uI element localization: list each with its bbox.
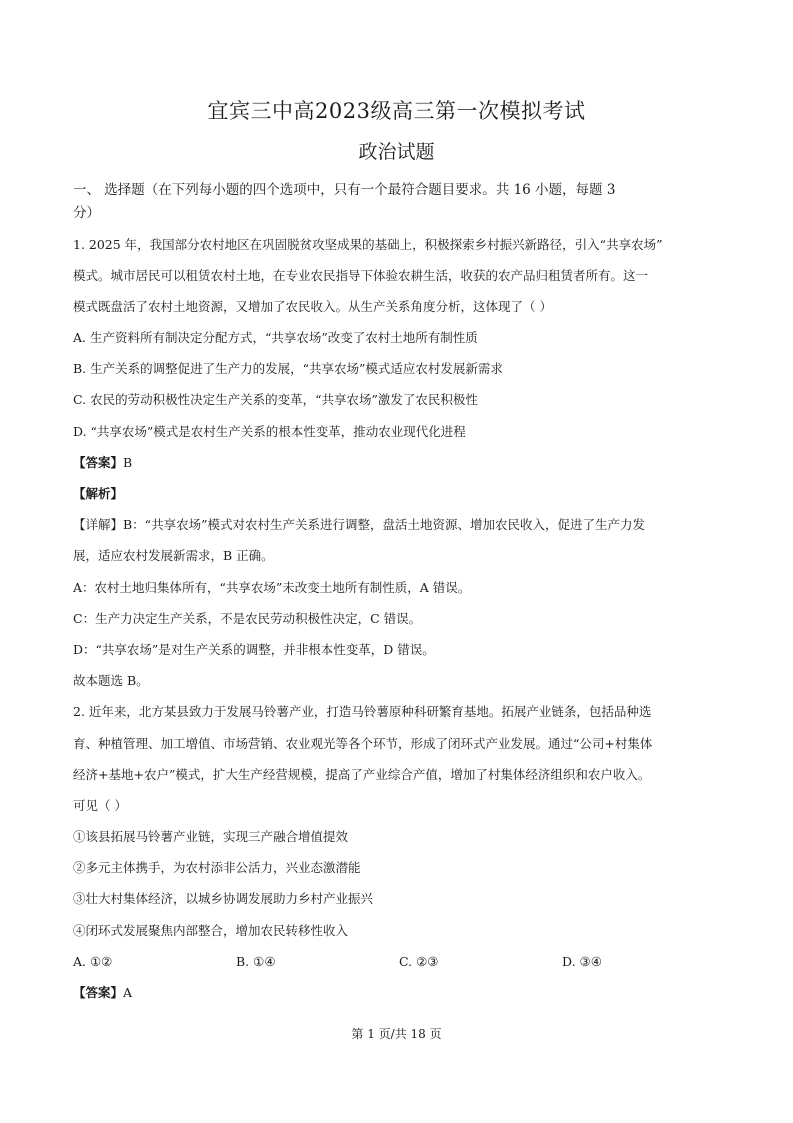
section-heading-line-2: 分） xyxy=(73,205,100,221)
analysis-label: 【解析】 xyxy=(73,486,124,501)
question-1 xyxy=(73,235,729,703)
question-2 xyxy=(73,702,729,1014)
q2-options xyxy=(73,952,729,983)
q2-stem-line: 经济+基地+农户”模式，扩大生产经营规模，提高了产业综合产值，增加了村集体经济组织和农户收入。 xyxy=(73,766,651,782)
section-heading-line-1: 一、 选择题（在下列每小题的四个选项中，只有一个最符合题目要求。共 16 小题，每题 3 xyxy=(73,182,616,198)
q2-answer xyxy=(73,983,729,1014)
q1-stem-line: 1. 2025 年，我国部分农村地区在巩固脱贫攻坚成果的基础上，积极探索乡村振兴新路径，引入“共享农场” xyxy=(73,236,663,252)
answer-label: 【答案】 xyxy=(73,454,124,470)
q1-option-b: B. 生产关系的调整促进了生产力的发展，“共享农场”模式适应农村发展新需求 xyxy=(73,361,503,377)
q2-statement-3: ③壮大村集体经济，以城乡协调发展助力乡村产业振兴 xyxy=(73,891,374,907)
q1-analysis-label xyxy=(73,484,729,515)
q2-stem-line: 可见（ ） xyxy=(73,797,127,813)
q2-statement-2: ②多元主体携手，为农村添非公活力，兴业态激潜能 xyxy=(73,860,361,876)
q1-analysis-line: 展，适应农村发展新需求，B 正确。 xyxy=(73,548,274,564)
q1-option-c: C. 农民的劳动积极性决定生产关系的变革，“共享农场”激发了农民积极性 xyxy=(73,392,478,408)
q2-option-c: C. ②③ xyxy=(399,953,439,969)
answer-label: 【答案】 xyxy=(73,985,124,1000)
q1-stem-line: 模式。城市居民可以租赁农村土地，在专业农民指导下体验农耕生活，收获的农产品归租赁者所有。这一 xyxy=(73,267,649,283)
q2-option-d: D. ③④ xyxy=(562,953,602,969)
q1-analysis-line: 【详解】B：“共享农场”模式对农村生产关系进行调整，盘活土地资源、增加农民收入，促进了生产力发 xyxy=(73,517,645,533)
answer-value: A xyxy=(123,985,133,1000)
q1-analysis-line: D：“共享农场”是对生产关系的调整，并非根本性变革，D 错误。 xyxy=(73,641,435,657)
q2-option-b: B. ①④ xyxy=(236,953,276,969)
q1-analysis-line: 故本题选 B。 xyxy=(73,673,149,689)
q1-stem-line: 模式既盘活了农村土地资源，又增加了农民收入。从生产关系角度分析，这体现了（ ） xyxy=(73,298,552,314)
q1-analysis-line: C：生产力决定生产关系，不是农民劳动积极性决定，C 错误。 xyxy=(73,610,422,626)
answer-value: B xyxy=(123,454,133,470)
q2-statement-4: ④闭环式发展聚焦内部整合，增加农民转移性收入 xyxy=(73,922,349,938)
q1-analysis-line: A：农村土地归集体所有，“共享农场”未改变土地所有制性质，A 错误。 xyxy=(73,579,471,595)
q1-option-d: D. “共享农场”模式是农村生产关系的根本性变革，推动农业现代化进程 xyxy=(73,423,466,439)
exam-content xyxy=(73,180,729,1014)
exam-title: 宜宾三中高2023级高三第一次模拟考试 xyxy=(207,99,586,123)
q2-stem-line: 2. 近年来，北方某县致力于发展马铃薯产业，打造马铃薯原种科研繁育基地。拓展产业链条，包括品种选 xyxy=(73,704,652,720)
page-number: 第 1 页/共 18 页 xyxy=(351,1027,442,1041)
q1-option-a: A. 生产资料所有制决定分配方式，“共享农场”改变了农村土地所有制性质 xyxy=(73,330,478,346)
q1-answer xyxy=(73,453,729,484)
exam-subtitle: 政治试题 xyxy=(358,141,435,163)
q2-stem-line: 育、种植管理、加工增值、市场营销、农业观光等各个环节，形成了闭环式产业发展。通过“公司+村集体 xyxy=(73,735,653,751)
q2-statement-1: ①该县拓展马铃薯产业链，实现三产融合增值提效 xyxy=(73,829,349,845)
q2-option-a: A. ①② xyxy=(73,953,113,969)
